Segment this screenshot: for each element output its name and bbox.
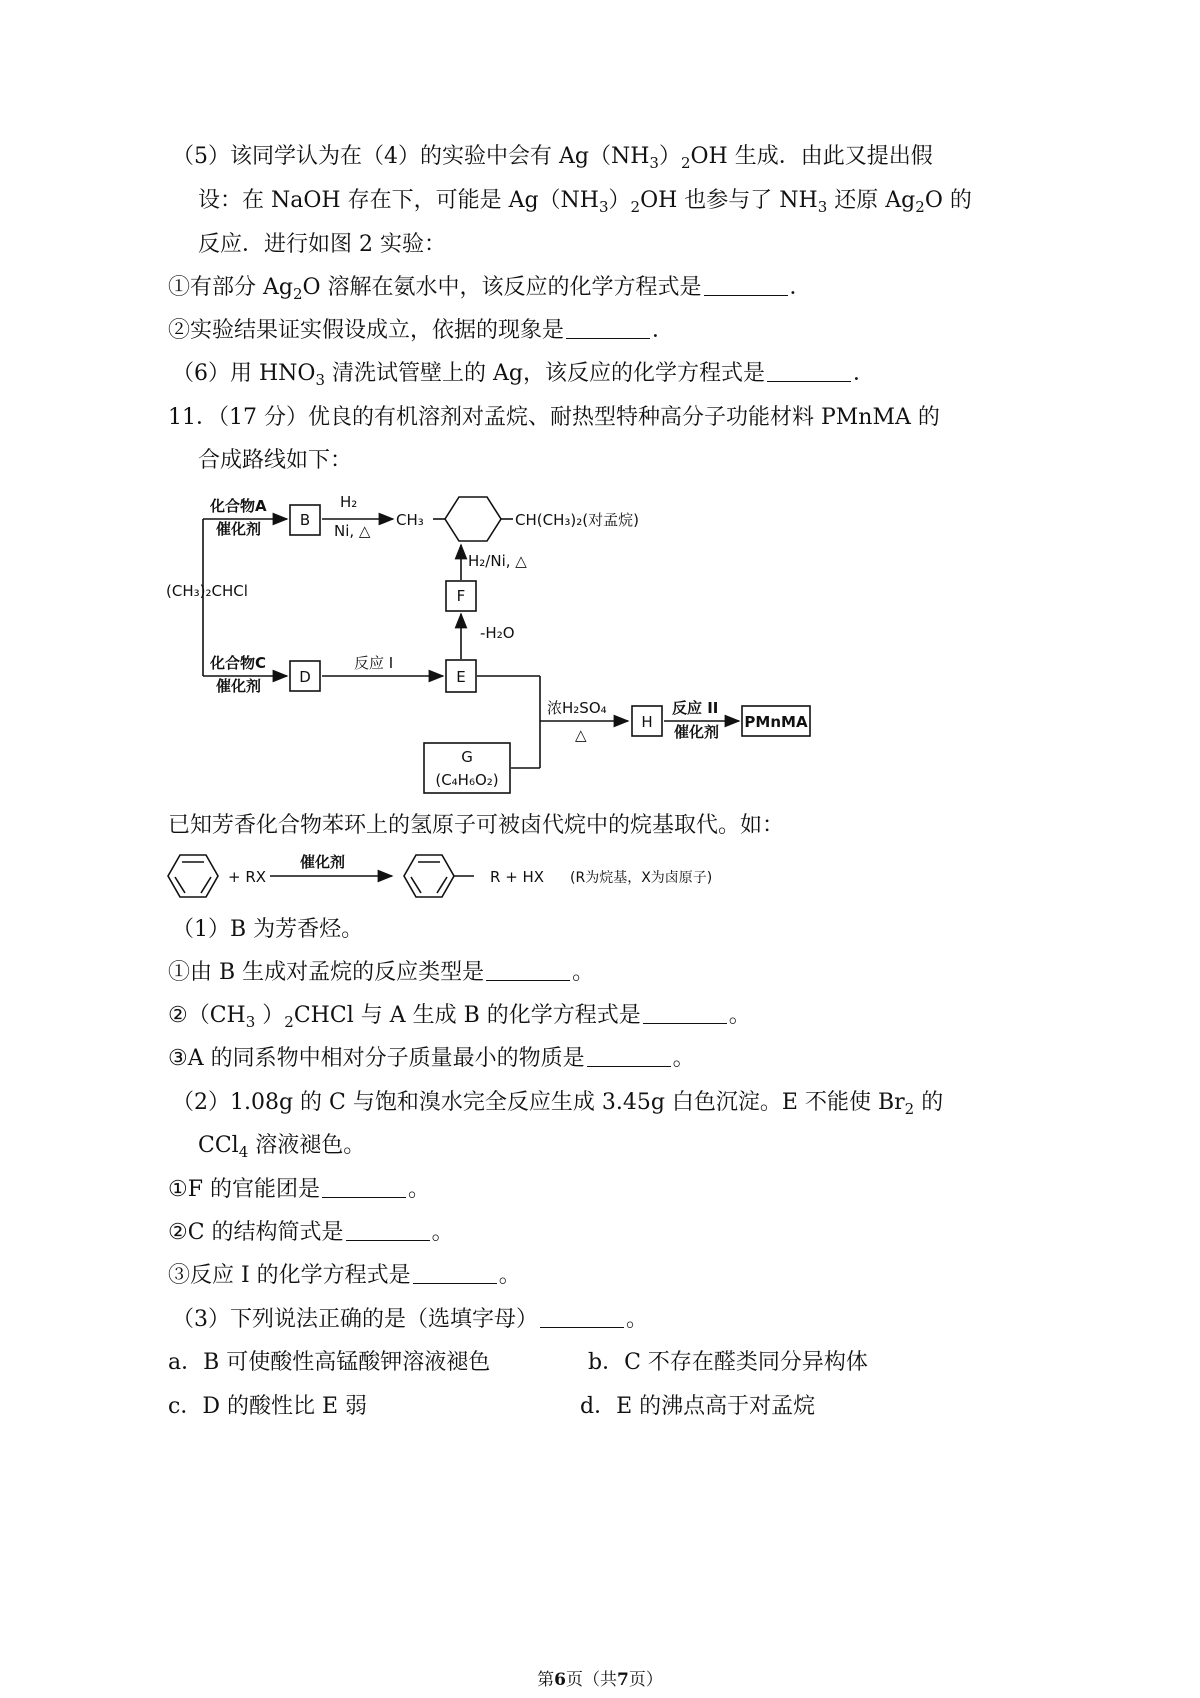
catalyst-label: 催化剂: [216, 520, 262, 538]
text: ．: [852, 361, 875, 386]
subscript: 3: [817, 198, 828, 216]
answer-blank[interactable]: [643, 1001, 727, 1024]
subscript: 2: [904, 1100, 915, 1118]
text: 。: [407, 1177, 430, 1202]
part2-line-1: [172, 1088, 943, 1118]
part2-item-3: [168, 1261, 521, 1291]
acid-label: 浓H₂SO₄: [547, 699, 607, 717]
text: 还原 Ag: [827, 188, 916, 213]
part2-item-1: [168, 1175, 430, 1205]
part2-item-2: [168, 1218, 454, 1248]
start-material: (CH₃)₂CHCl: [166, 582, 248, 600]
text: ）: [658, 144, 681, 169]
box-h-label: H: [641, 713, 653, 731]
box-e-label: E: [456, 668, 466, 686]
q11-line-1: 11．（17 分）优良的有机溶剂对孟烷、耐热型特种高分子功能材料 PMnMA 的: [168, 405, 940, 430]
total-pages: 7: [617, 1670, 629, 1690]
answer-blank[interactable]: [322, 1175, 406, 1198]
option-b[interactable]: b．C 不存在醛类同分异构体: [588, 1350, 868, 1375]
answer-blank[interactable]: [540, 1305, 624, 1328]
g-formula-label: (C₄H₆O₂): [435, 771, 499, 789]
part1-item-3: [168, 1044, 695, 1074]
text: ②实验结果证实假设成立，依据的现象是: [168, 318, 565, 343]
catalyst-label: 催化剂: [674, 723, 720, 741]
subscript: 2: [915, 198, 925, 216]
answer-blank[interactable]: [346, 1218, 430, 1241]
dehydration-label: -H₂O: [480, 624, 515, 642]
text: ②（CH: [168, 1003, 246, 1028]
catalyst-label: 催化剂: [300, 853, 346, 871]
option-d[interactable]: d．E 的沸点高于对孟烷: [580, 1394, 816, 1419]
ni-heat-label: Ni, △: [334, 522, 371, 540]
part2-line-2: [198, 1131, 365, 1161]
option-c[interactable]: c．D 的酸性比 E 弱: [168, 1394, 367, 1419]
text: 。: [728, 1003, 751, 1028]
note-label: (R为烷基，X为卤原子): [570, 870, 713, 886]
subscript: 2: [630, 198, 641, 216]
q5-line-3: 反应．进行如图 2 实验：: [198, 232, 446, 257]
reaction-2-label: 反应 II: [672, 699, 719, 717]
page-number: 6: [554, 1670, 566, 1690]
subscript: 3: [598, 198, 609, 216]
answer-blank[interactable]: [486, 958, 570, 981]
text: O 溶解在氨水中，该反应的化学方程式是: [302, 275, 702, 300]
text: ③反应 I 的化学方程式是: [168, 1263, 411, 1288]
text: 设：在 NaOH 存在下，可能是 Ag（NH: [198, 188, 599, 213]
heat-label: △: [575, 726, 587, 744]
subscript: 3: [649, 154, 659, 172]
option-a[interactable]: a．B 可使酸性高锰酸钾溶液褪色: [168, 1350, 491, 1375]
text: ③A 的同系物中相对分子质量最小的物质是: [168, 1046, 585, 1071]
text: 第: [537, 1670, 555, 1690]
product-label: R + HX: [490, 868, 545, 886]
text: ）: [608, 188, 631, 213]
text: （6）用 HNO: [172, 361, 316, 386]
reagent-c: 化合物C: [210, 654, 267, 672]
text: 。: [572, 960, 595, 985]
part1-head: （1）B 为芳香烃。: [172, 917, 364, 942]
pmnma-label: PMnMA: [744, 713, 808, 731]
reaction-1-label: 反应 I: [354, 654, 394, 672]
subscript: 2: [284, 1013, 294, 1031]
text: OH 也参与了 NH: [640, 188, 818, 213]
text: 。: [672, 1046, 695, 1071]
text: ①F 的官能团是: [168, 1177, 320, 1202]
text: ．: [652, 318, 675, 343]
text: 的: [914, 1090, 944, 1115]
text: OH 生成．由此又提出假: [690, 144, 933, 169]
box-g-label: G: [461, 748, 473, 766]
text: ①由 B 生成对孟烷的反应类型是: [168, 960, 485, 985]
text: ①有部分 Ag: [168, 275, 293, 300]
text: （2）1.08g 的 C 与饱和溴水完全反应生成 3.45g 白色沉淀。E 不能使 Br: [172, 1090, 905, 1115]
text: 。: [431, 1220, 454, 1245]
subscript: 2: [680, 154, 691, 172]
h2-label: H₂: [340, 493, 358, 511]
text: 。: [626, 1307, 649, 1332]
text: ．: [789, 275, 812, 300]
known-statement: 已知芳香化合物苯环上的氢原子可被卤代烷中的烷基取代。如：: [168, 813, 785, 838]
reagent-a: 化合物A: [210, 497, 267, 515]
text: 清洗试管壁上的 Ag，该反应的化学方程式是: [325, 361, 765, 386]
box-f-label: F: [456, 587, 466, 605]
text: 页（共: [566, 1670, 617, 1690]
box-d-label: D: [299, 668, 311, 686]
subscript: 2: [292, 285, 303, 303]
text: （3）下列说法正确的是（选填字母）: [172, 1307, 538, 1332]
ch3-label: CH₃: [396, 511, 424, 529]
text: CCl: [198, 1133, 239, 1158]
subscript: 3: [245, 1013, 256, 1031]
catalyst-label: 催化剂: [216, 677, 262, 695]
text: （5）该同学认为在（4）的实验中会有 Ag（NH: [172, 144, 650, 169]
subscript: 3: [315, 371, 326, 389]
text: ）: [255, 1003, 285, 1028]
part1-item-1: [168, 958, 594, 988]
text: CHCl 与 A 生成 B 的化学方程式是: [293, 1003, 641, 1028]
rx-label: + RX: [228, 868, 267, 886]
text: 。: [498, 1263, 521, 1288]
part3-head: [172, 1305, 648, 1335]
text: 页）: [628, 1670, 663, 1690]
f-reagent-label: H₂/Ni, △: [468, 552, 527, 570]
text: O 的: [924, 188, 972, 213]
part1-item-2: [168, 1001, 751, 1031]
text: 溶液褪色。: [248, 1133, 366, 1158]
page-footer: [0, 1665, 1200, 1690]
substituent-label: CH(CH₃)₂(对孟烷): [515, 511, 639, 529]
answer-blank[interactable]: [587, 1044, 671, 1067]
box-b-label: B: [299, 511, 311, 529]
text: ②C 的结构简式是: [168, 1220, 344, 1245]
answer-blank[interactable]: [413, 1261, 497, 1284]
q11-line-2: 合成路线如下：: [198, 448, 353, 473]
subscript: 4: [238, 1143, 249, 1161]
